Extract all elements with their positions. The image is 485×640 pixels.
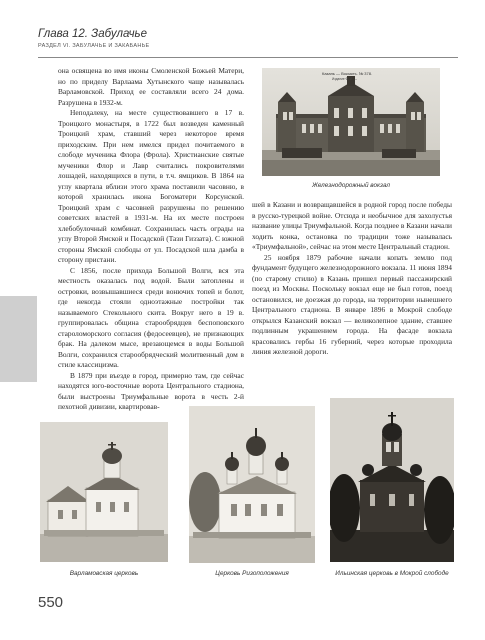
- page-header: [38, 28, 458, 49]
- church-photo-3: [330, 398, 454, 562]
- paragraph: Неподалеку, на месте существовавшего в 17 в. Троицкого монастыря, в 1722 был возведен каменный Троицкий храм, ставший через некоторое время приходским. При нем имелся придел почитаемого в слободе мученика Флора (Фрола). Христианские святые мученики Флор и Лавр считались покровителями лошадей, находящихся в пути, в т.ч. ямщиков. В 1864 на углу квартала вблизи этого храма поставили часовню, в которой хранилась икона Богоматери Корсунской. Троицкий храм с часовней разрушены по решению советских властей в 1931-м. На их месте построен хлебобулочный комбинат. Сохранилась часть ограды на углу Второй Ямской и Посадской (Тази Гиззата). С южной стороны Ямской слободы от ул. Посадской шла дамба в сторону пристани.: [58, 108, 244, 264]
- paragraph: шей в Казани и возвращавшейся в родной город после победы в русско-турецкой войне. Отсюда и необычное для захолустья название улицы Триумфальной. Когда позднее в Казани начали ходить конка, остановка по традиции тоже называлась «Триумфальной», сейчас на этом месте Центральный стадион.: [252, 200, 452, 251]
- church-caption-2: Церковь Ризоположения: [215, 570, 289, 577]
- church-caption-3: Ильинская церковь в Мокрой слободе: [335, 570, 449, 577]
- church-photo-2: [189, 406, 315, 563]
- paragraph: 25 ноября 1879 рабочие начали копать землю под фундамент будущего железнодорожного вокзала. 11 июня 1894 (по старому стилю) в Казань пришел первый пассажирский поезд из Москвы. Поскольку вокзал еще не был готов, поезд остановился, не доезжая до города, на территории нынешнего Центрального стадиона. В январе 1896 в Мокрой слободе открылся Казанский вокзал — великолепное здание, ставшее подлинным украшением города. На фасаде вокзала красовались гербы 16 губерний, через которые проходила линия железной дороги.: [252, 252, 452, 356]
- church-image-3: [330, 398, 454, 562]
- paragraph: С 1856, после прихода Большой Волги, вся эта местность оказалась под водой. Были затоплены и островки, возвышавшиеся среди вонючих топей и болот, где некогда стояли одноэтажные постройки так называемого Стекольного скита. Вокруг него в 19 в. группировалась община старообрядцев беспоповского староломорского согласия (федосеевцев), не признающих брак. На далеком мысе, врезающемся в воды Большой Волги, сохранился старообрядческий молитвенный дом в стиле классицизма.: [58, 265, 244, 369]
- station-photo: [262, 68, 440, 176]
- church-photo-1: [40, 422, 168, 562]
- station-image: [262, 68, 440, 176]
- chapter-heading: [38, 28, 458, 40]
- chapter-title: Забулачье: [91, 28, 147, 40]
- paragraph: В 1879 при въезде в город, примерно там, где сейчас находятся юго-восточные ворота Центрального стадиона, были выстроены Триумфальные ворота в честь 2-й пехотной дивизии, квартировав-: [58, 370, 244, 411]
- header-rule: [38, 57, 458, 58]
- paragraph: она освящена во имя иконы Смоленской Божьей Матери, но по приделу Варлаама Хутынского чаще называлась Варламовской. Приход ее составляли всего 24 дома. Разрушена в 1932-м.: [58, 66, 244, 107]
- page-edge-tab: [0, 296, 37, 382]
- church-image-2: [189, 406, 315, 563]
- page-number: 550: [38, 594, 64, 611]
- church-image-1: [40, 422, 168, 562]
- right-column: [252, 200, 452, 358]
- section-title: РАЗДЕЛ VI. ЗАБУЛАЧЬЕ И ЗАКАБАНЬЕ: [38, 43, 150, 49]
- church-caption-1: Варламовская церковь: [69, 570, 139, 577]
- chapter-number: Глава 12.: [38, 28, 88, 40]
- postcard-label-1: Казань — Вокзалъ. № 378.: [322, 71, 373, 76]
- postcard-label-2: Издание Ф. И. —: [332, 77, 357, 81]
- left-column: [58, 66, 244, 413]
- station-caption: Железнодорожный вокзал: [311, 182, 391, 189]
